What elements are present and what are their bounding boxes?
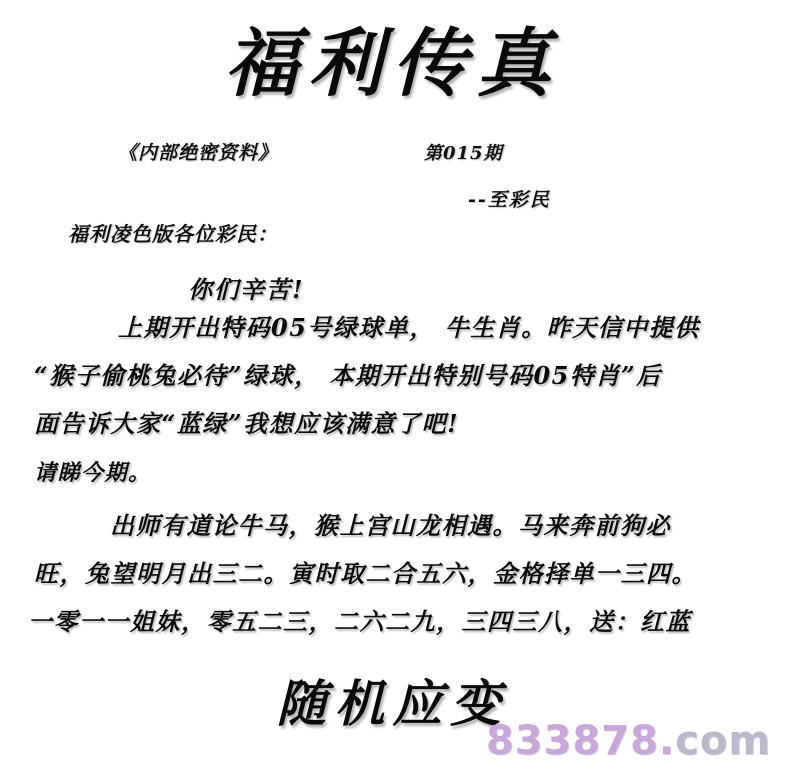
dedication-line: --至彩民 xyxy=(468,189,551,211)
body-line-1: 上期开出特码05号绿球单， 牛生肖。昨天信中提供 xyxy=(118,313,700,342)
footer-slogan: 随机应变 xyxy=(276,674,509,733)
body-line-4: 请睇今期。 xyxy=(34,460,152,486)
body-line-7: 一零一一姐妹，零五二三，二六二九，三四三八，送：红蓝 xyxy=(28,607,691,636)
body-line-5: 出师有道论牛马，猴上宫山龙相遇。马来奔前狗必 xyxy=(110,511,671,540)
body-line-2: “猴子偷桃兔必待”绿球， 本期开出特别号码05特肖”后 xyxy=(34,361,662,390)
page-title: 福利传真 xyxy=(224,21,561,107)
body-line-3: 面告诉大家“蓝绿”我想应该满意了吧! xyxy=(34,409,460,438)
watermark xyxy=(486,718,771,764)
watermark-number: 833878. xyxy=(485,718,676,764)
body-line-6: 旺，兔望明月出三二。寅时取二合五六，金格择单一三四。 xyxy=(34,559,697,588)
greeting-line: 福利凌色版各位彩民： xyxy=(68,222,278,246)
document-subtitle: 《内部绝密资料》 xyxy=(118,142,279,164)
watermark-domain: com xyxy=(675,718,771,764)
salute-line: 你们辛苦! xyxy=(188,275,305,304)
issue-number: 第015期 xyxy=(424,143,503,164)
